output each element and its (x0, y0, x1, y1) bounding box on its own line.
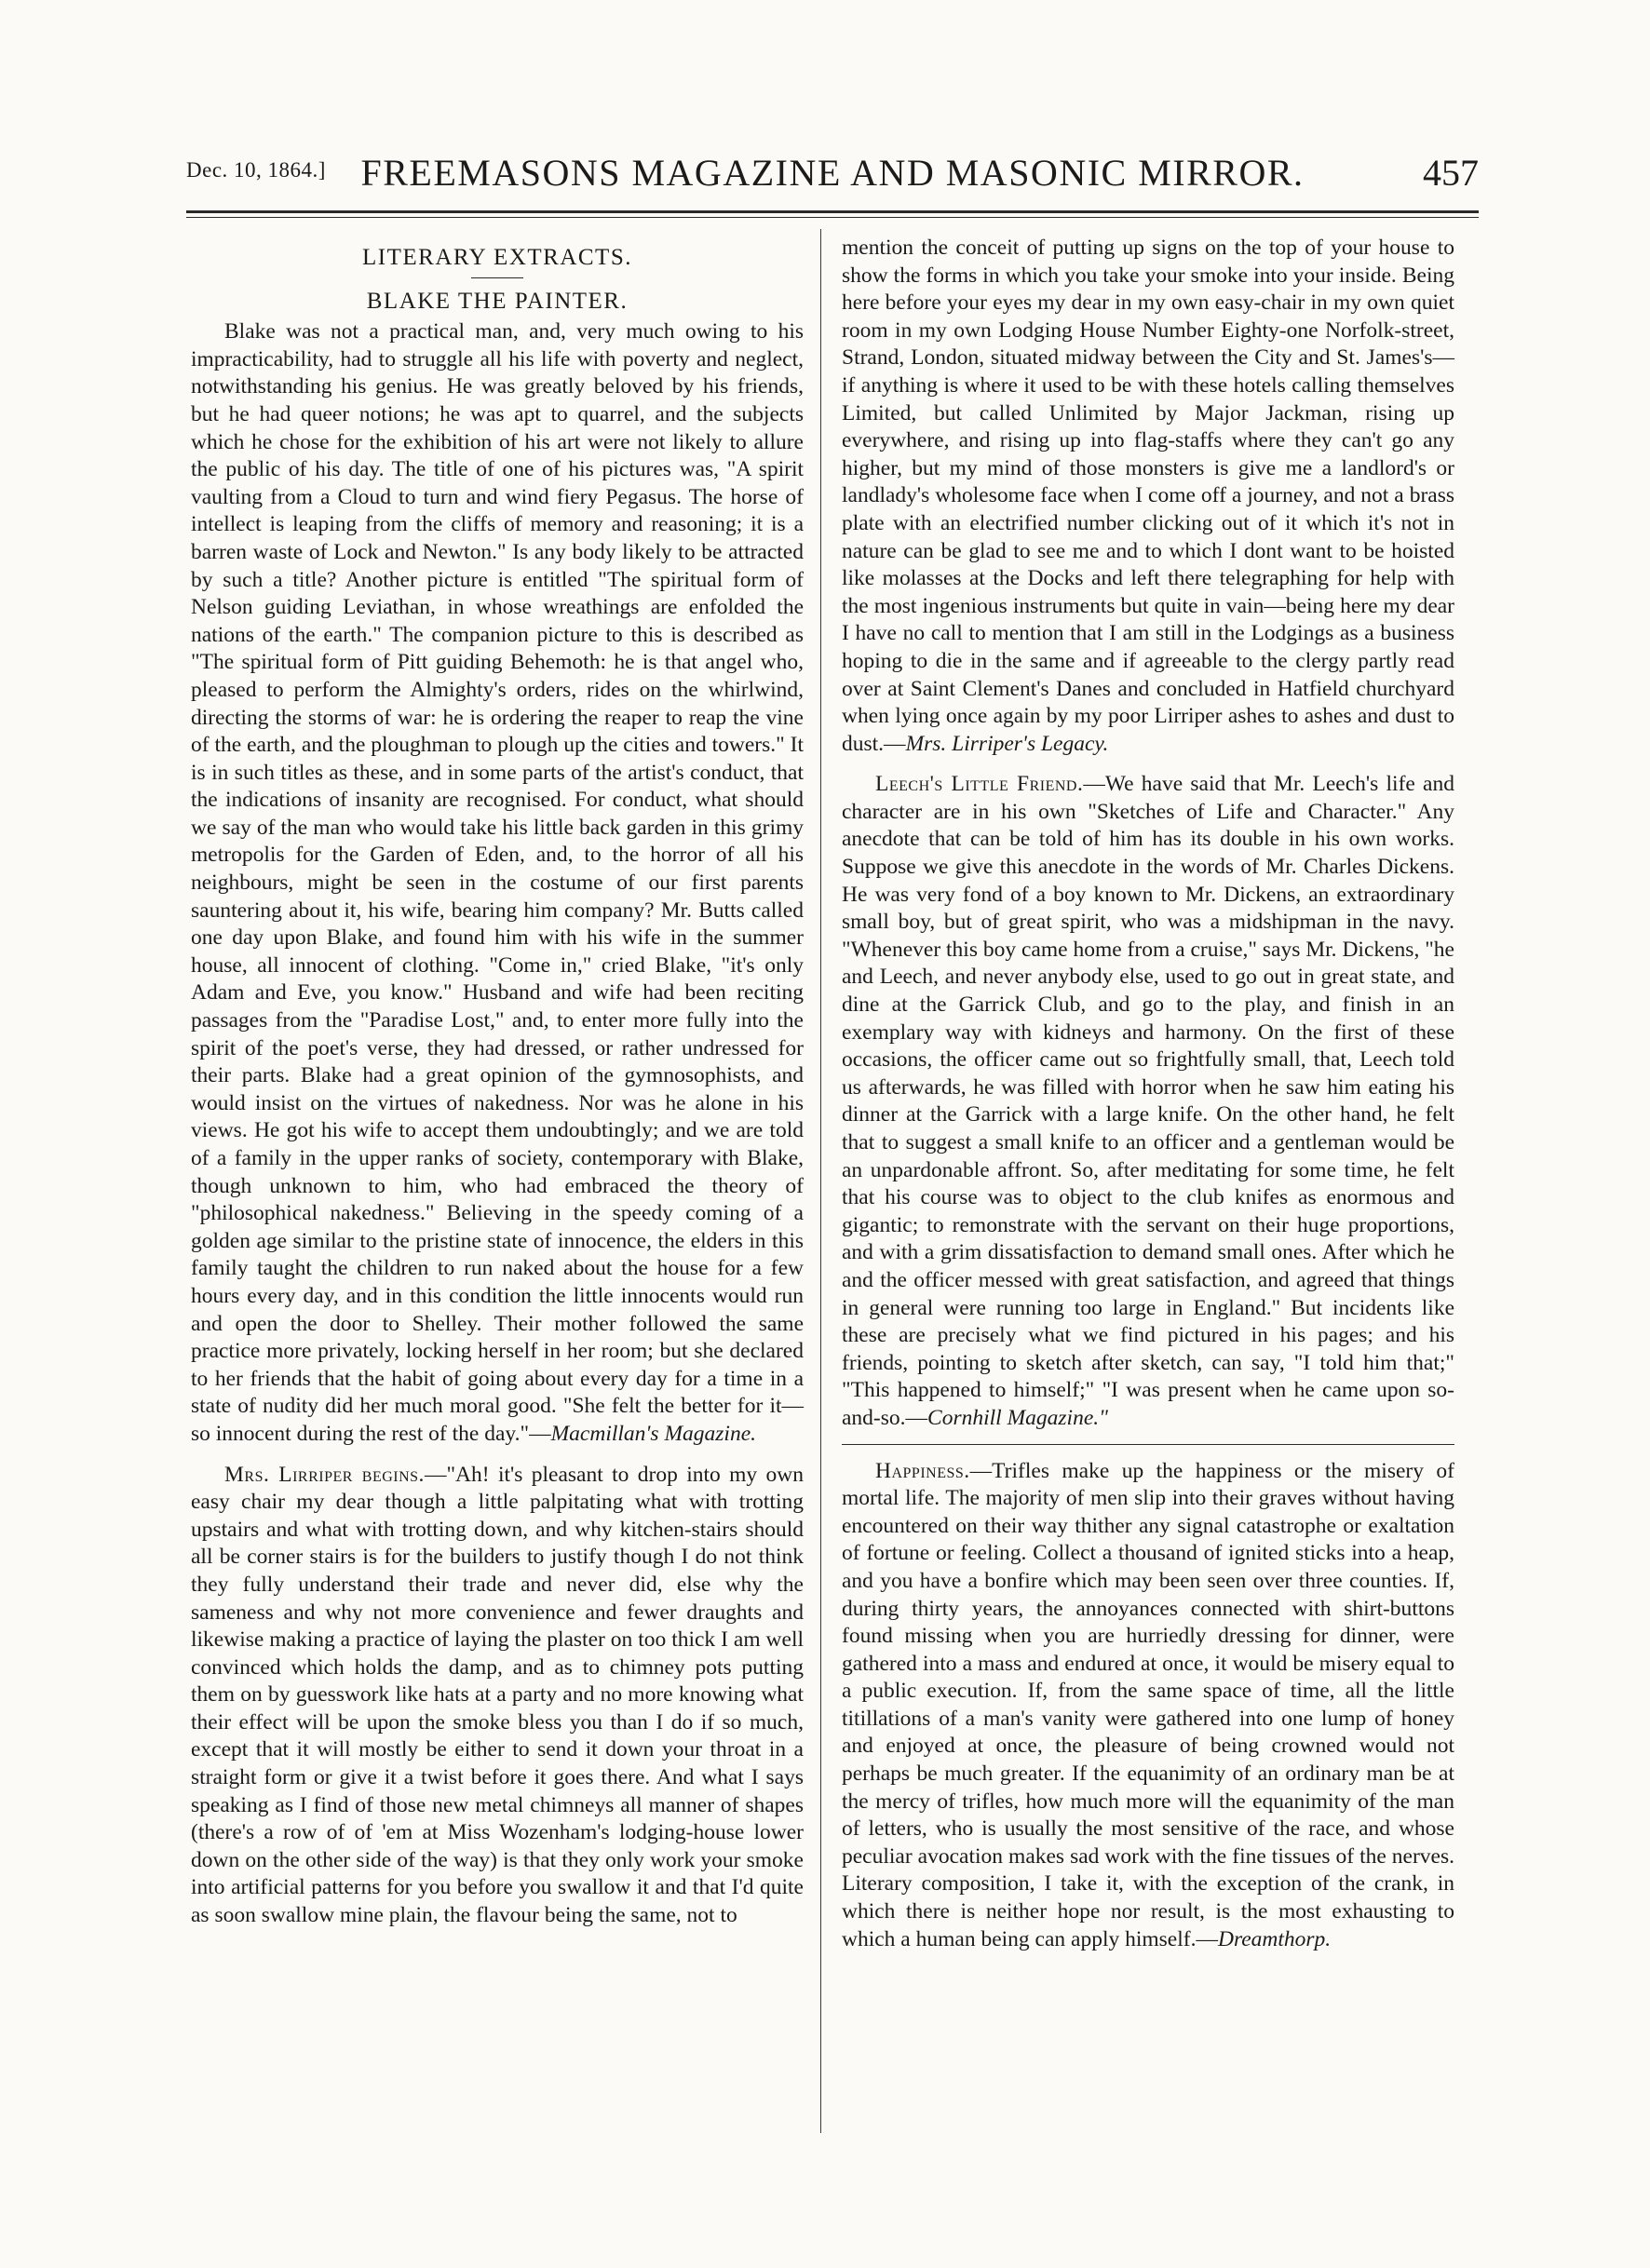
left-column (191, 235, 804, 1930)
blake-source: Macmillan's Magazine. (550, 1421, 757, 1446)
column-divider (820, 229, 821, 2133)
header-rule-thin (186, 217, 1479, 218)
leech-lead: Leech's Little Friend. (875, 772, 1084, 797)
article-separator-rule (842, 1444, 1454, 1445)
page-number: 457 (1423, 152, 1479, 194)
page-header (186, 151, 1479, 199)
header-title: FREEMASONS MAGAZINE AND MASONIC MIRROR. (360, 152, 1305, 194)
blake-body-text: Blake was not a practical man, and, very much owing to his impracticability, had to struggle all his life with poverty and neglect, notwithstanding his genius. He was greatly beloved by his friends, but he had queer notions; he was apt to quarrel, and the subjects which he chose for the exhibition of his art were not likely to allure the public of his day. The title of one of his pictures was, "A spirit vaulting from a Cloud to turn and wind fiery Pegasus. The horse of intellect is leaping from the cliffs of memory and reasoning; it is a barren waste of Lock and Newton." Is any body likely to be attracted by such a title? Another picture is entitled "The spiritual form of Nelson guiding Leviathan, in whose wreathings are enfolded the nations of the earth." The companion picture to this is described as "The spiritual form of Pitt guiding Behemoth: he is that angel who, pleased to perform the Almighty's orders, rides on the whirlwind, directing the storms of war: he is ordering the reaper to reap the vine of the earth, and the ploughman to plough up the cities and towers." It is in such titles as these, and in some parts of the artist's conduct, that the indications of insanity are recognised. For conduct, what should we say of the man who would take his little back garden in this grimy metropolis for the Garden of Eden, and, to the horror of all his neighbours, might be seen in the costume of our first parents sauntering about it, his wife, bearing him company? Mr. Butts called one day upon Blake, and found him with his wife in the summer house, all innocent of clothing. "Come in," cried Blake, "it's only Adam and Eve, you know." Husband and wife had been reciting passages from the "Paradise Lost," and, to enter more fully into the spirit of the poet's verse, they had dressed, or rather undressed for their parts. Blake had a great opinion of the gymnosophists, and would insist on the virtues of nakedness. Nor was he alone in his views. He got his wife to accept them undoubtingly; and we are told of a family in the upper ranks of society, contemporary with Blake, though unknown to him, who had embraced the theory of "philosophical nakedness." Believing in the speedy coming of a golden age similar to the pristine state of innocence, the elders in this family taught the children to run naked about the house for a few hours every day, and in this condition the little innocents would run and open the door to Shelley. Their mother followed the same practice more privately, locking herself in her room; but she declared to her friends that the habit of going about every day for a time in a state of nudity did her much moral good. "She felt the better for it—so innocent during the rest of the day."— (191, 319, 804, 1446)
leech-body: —We have said that Mr. Leech's life and character are in his own "Sketches of Life and Character." Any anecdote that can be told of him has its double in his own works. Suppose we give this anecdote in the words of Mr. Charles Dickens. He was very fond of a boy known to Mr. Dickens, an extraordinary small boy, but of great spirit, who was a midshipman in the navy. "Whenever this boy came home from a cruise," says Mr. Dickens, "he and Leech, and never anybody else, used to go out in great state, and dine at the Garrick Club, and go to the play, and finish in an exemplary way with kidneys and harmony. On the first of these occasions, the officer came out so frightfully small, that, Leech told us afterwards, he was filled with horror when he saw him eating his dinner at the Garrick with a large knife. On the other hand, he felt that to suggest a small knife to an officer and a gentleman would be an unpardonable affront. So, after meditating for some time, he felt that his course was to object to the club knifes as enormous and gigantic; to remonstrate with the servant on their huge proportions, and with a grim dissatisfaction to demand small ones. After which he and the officer messed with great satisfaction, and agreed that things in general were running too large in England." But incidents like these are precisely what we find pictured in his pages; and his friends, pointing to sketch after sketch, can say, "I told him that;" "This happened to himself;" "I was present when he came upon so-and-so.— (842, 772, 1454, 1430)
article-body-lirriper-part2 (842, 235, 1454, 758)
lirriper-lead: Mrs. Lirriper begins. (224, 1462, 425, 1487)
paragraph-gap (842, 758, 1454, 771)
happiness-lead: Happiness. (875, 1458, 970, 1483)
article-body-blake (191, 318, 804, 1448)
section-title-rule (471, 277, 523, 278)
section-title: LITERARY EXTRACTS. (362, 245, 632, 270)
lirriper-body-left: —"Ah! it's pleasant to drop into my own easy chair my dear though a little palpitating what with trotting upstairs and what with trotting down, and why kitchen-stairs should all be corner stairs is for the builders to justify though I do not think they fully understand their trade and never did, else why the sameness and why not more convenience and fewer draughts and likewise making a practice of laying the plaster on too thick I am well convinced which holds the damp, and as to chimney pots putting them on by guesswork like hats at a party and no more knowing what their effect will be upon the smoke bless you than I do if so much, except that it will mostly be either to send it down your throat in a straight form or give it a twist before it goes there. And what I says speaking as I find of those new metal chimneys all manner of shapes (there's a row of of 'em at Miss Wozenham's lodging-house lower down on the other side of the way) is that they only work your smoke into artificial patterns for you before you swallow it and that I'd quite as soon swallow mine plain, the flavour being the same, not to (191, 1462, 804, 1928)
header-date: Dec. 10, 1864.] (186, 158, 326, 182)
article-title-blake: BLAKE THE PAINTER. (366, 288, 629, 314)
paragraph-gap (191, 1449, 804, 1462)
article-body-lirriper-part1 (191, 1462, 804, 1930)
article-body-happiness (842, 1458, 1454, 1954)
happiness-source: Dreamthorp. (1217, 1926, 1332, 1951)
article-body-leech (842, 771, 1454, 1432)
lirriper-source: Mrs. Lirriper's Legacy. (905, 731, 1109, 756)
leech-source: Cornhill Magazine." (927, 1405, 1108, 1430)
lirriper-body-right: mention the conceit of putting up signs on the top of your house to show the forms in which you take your smoke into your inside. Being here before your eyes my dear in my own easy-chair in my own quiet room in my own Lodging House Number Eighty-one Norfolk-street, Strand, London, situated midway between the City and St. James's—if anything is where it used to be with these hotels calling themselves Limited, but called Unlimited by Major Jackman, rising up everywhere, and rising up into flag-staffs where they can't go any higher, but my mind of those monsters is give me a landlord's or landlady's wholesome face when I come off a journey, and not a brass plate with an electrified number clicking out of it which it's not in nature can be glad to see me and to which I dont want to be hoisted like molasses at the Docks and left there telegraphing for help with the most ingenious instruments but quite in vain—being here my dear I have no call to mention that I am still in the Lodgings as a business hoping to die in the same and if agreeable to the clergy partly read over at Saint Clement's Danes and concluded in Hatfield churchyard when lying once again by my poor Lirriper ashes to ashes and dust to dust.— (842, 236, 1454, 756)
right-column (842, 235, 1454, 1953)
header-rule-thick (186, 210, 1479, 213)
happiness-body: —Trifles make up the happiness or the misery of mortal life. The majority of men slip into their graves without having encountered on their way thither any signal catastrophe or exaltation of fortune or feeling. Collect a thousand of ignited sticks into a heap, and you have a bonfire which may been seen over three counties. If, during thirty years, the annoyances connected with shirt-buttons found missing when you are hurriedly dressing for dinner, were gathered into a mass and endured at once, it would be misery equal to a public execution. If, from the same space of time, all the little titillations of a man's vanity were gathered into one lump of honey and enjoyed at once, the pleasure of being crowned would not perhaps be much greater. If the equanimity of an ordinary man be at the mercy of trifles, how much more will the equanimity of the man of letters, who is usually the most sensitive of the race, and whose peculiar avocation makes sad work with the fine tissues of the nerves. Literary composition, I take it, with the exception of the crank, in which there is neither hope nor result, is the most exhausting to which a human being can apply himself.— (842, 1458, 1454, 1951)
